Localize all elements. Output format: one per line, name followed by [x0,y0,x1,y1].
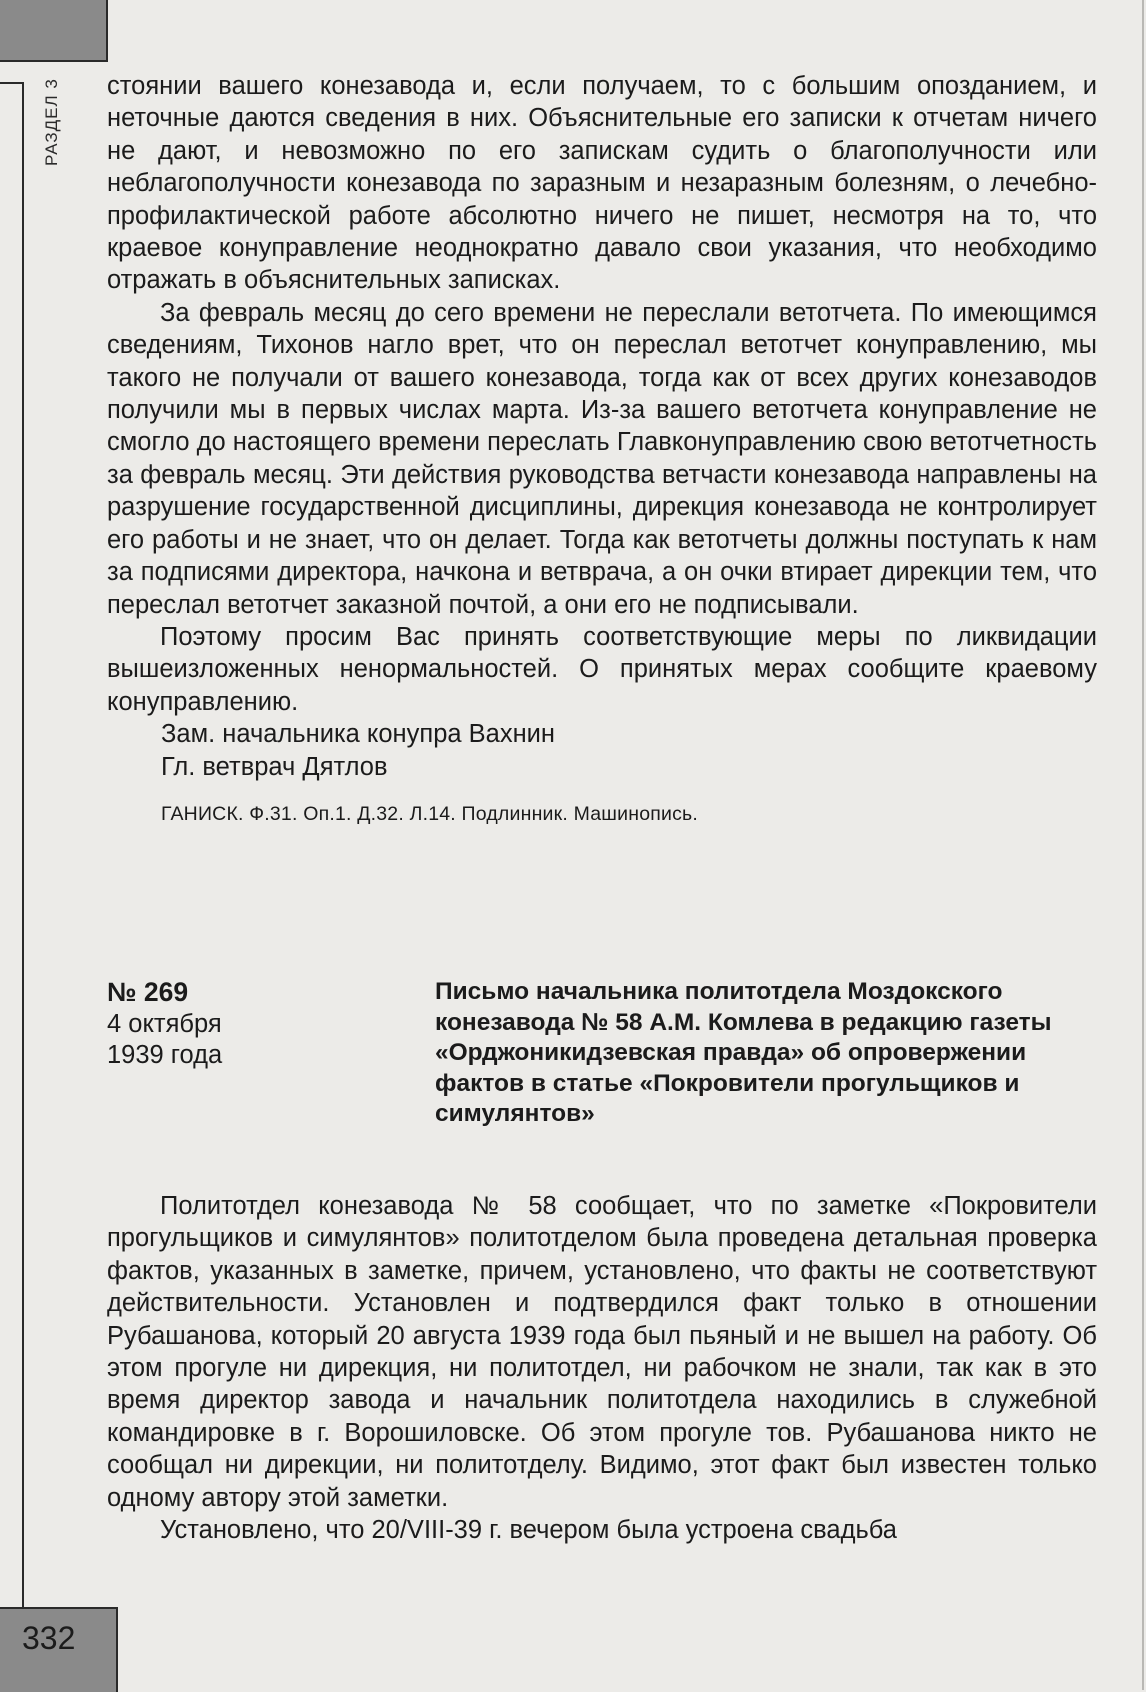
document-paragraph-1: Политотдел конезавода № 58 сообщает, что по заметке «Покровители прогульщиков и симулянтов» политотделом была проведена детальная проверка фактов, указанных в заметке, причем, установлено, что факты не соответствуют действительности. Установлен и подтвердился факт только в отношении Рубашанова, который 20 августа 1939 года был пьяный и не вышел на работу. Об этом прогуле ни дирекция, ни политотдел, ни рабочком не знали, так как в это время директор завода и начальник политотдела находились в служебной командировке в г. Ворошиловске. Об этом прогуле тов. Рубашанова никто не сообщал ни дирекции, ни политотделу. Видимо, этот факт был известен только одному автору этой заметки. [107,1192,1097,1512]
page-number: 332 [22,1620,76,1656]
archive-source: ГАНИСК. Ф.31. Оп.1. Д.32. Л.14. Подлинник. Машинопись. [161,802,699,825]
signature-vet: Гл. ветврач Дятлов [161,752,388,781]
document-header [107,977,1097,1177]
corner-tab [0,0,108,62]
page-edge-line [1142,0,1144,1690]
signature-deputy: Зам. начальника конупра Вахнин [161,720,555,749]
document-title: Письмо начальника политотдела Моздокского конезавода № 58 А.М. Комлева в редакцию газеты «Орджоникидзевская правда» об опровержении фактов в статье «Покровители прогульщиков и симулянтов» [435,978,1052,1127]
document-number: № 269 [107,977,189,1007]
document-paragraph-2: Установлено, что 20/VIII-39 г. вечером была устроена свадьба [160,1516,897,1545]
paragraph-1: стоянии вашего конезавода и, если получаем, то с большим опозданием, и неточные даются сведения в них. Объяснительные его записки к отчетам ничего не дают, и невозможно по его запискам судить о благополучности или неблагополучности конезавода по заразным и незаразным болезням, о лечебно-профилактической работе абсолютно ничего не пишет, несмотря на то, что краевое конуправление неоднократно давало свои указания, что необходимо отражать в объяснительных записках. [107,72,1097,295]
section-label: РАЗДЕЛ 3 [42,78,61,166]
document-meta [107,977,407,1072]
document-body [107,1190,1097,1546]
document-date-year: 1939 года [107,1041,223,1069]
paragraph-3: Поэтому просим Вас принять соответствующие меры по ликвидации вышеизложенных ненормальностей. О принятых мерах сообщите краевому конуправлению. [107,622,1097,716]
margin-bar [0,82,24,1624]
document-date-day: 4 октября [107,1009,222,1038]
paragraph-2: За февраль месяц до сего времени не переслали ветотчета. По имеющимся сведениям, Тихонов нагло врет, что он переслал ветотчет конуправлению, мы такого не получали от вашего конезавода, тогда как от всех других конезаводов получили мы в первых числах марта. Из-за вашего ветотчета конуправление не смогло до настоящего времени переслать Главконуправлению свою ветотчетность за февраль месяц. Эти действия руководства ветчасти конезавода направлены на разрушение государственной дисциплины, дирекция конезавода не контролирует его работы и не знает, что он делает. Тогда как ветотчеты должны поступать к нам за подписями директора, начкона и ветврача, а он очки втирает дирекции тем, что переслал ветотчет заказной почтой, а они его не подписывали. [107,298,1097,619]
main-text [107,70,1097,826]
